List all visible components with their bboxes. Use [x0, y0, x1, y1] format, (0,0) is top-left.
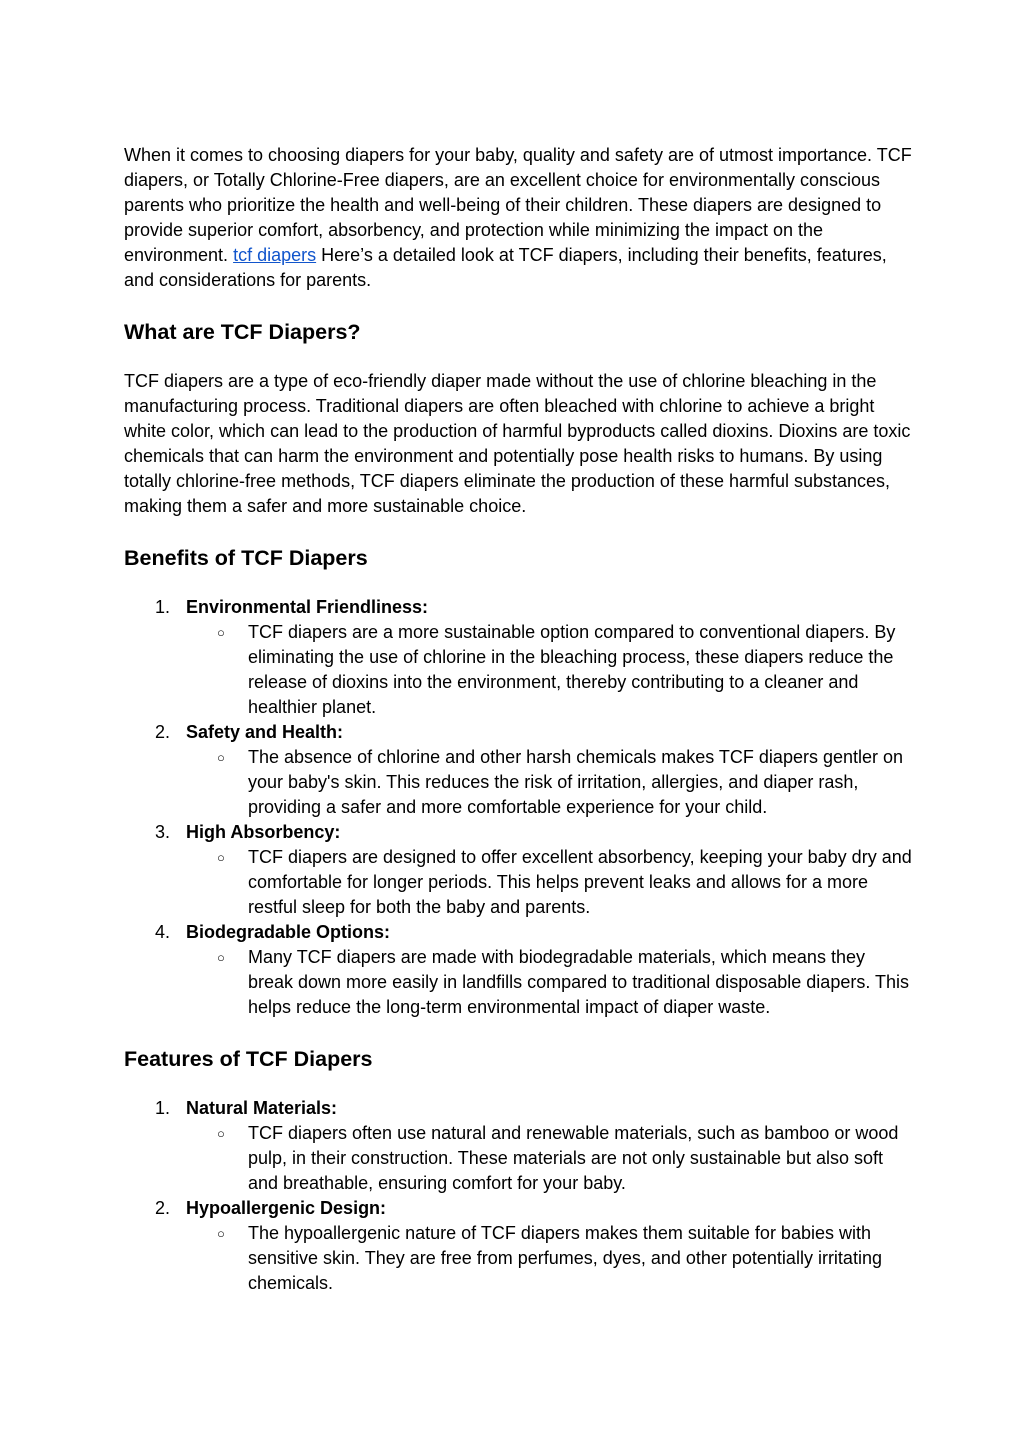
list-item-title: Hypoallergenic Design:	[186, 1198, 387, 1218]
sub-list-item	[186, 1121, 914, 1196]
circle-bullet-icon: ○	[217, 750, 225, 765]
list-item-title: Safety and Health:	[186, 722, 344, 742]
features-list	[124, 1096, 914, 1296]
sub-list-text: Many TCF diapers are made with biodegradable materials, which means they break down more easily in landfills compared to traditional disposable diapers. This helps reduce the long-term environmental impact of diaper waste.	[248, 947, 910, 1017]
sub-list-text: The absence of chlorine and other harsh chemicals makes TCF diapers gentler on your baby's skin. This reduces the risk of irritation, allergies, and diaper rash, providing a safer and more comfortable experience for your child.	[248, 747, 904, 817]
circle-bullet-icon: ○	[217, 625, 225, 640]
sub-list	[186, 745, 914, 820]
sub-list-item	[186, 745, 914, 820]
sub-list-item	[186, 620, 914, 720]
features-heading: Features of TCF Diapers	[124, 1047, 373, 1071]
benefits-list	[124, 595, 914, 1020]
what-paragraph: TCF diapers are a type of eco-friendly diaper made without the use of chlorine bleaching in the manufacturing process. Traditional diapers are often bleached with chlorine to achieve a bright white color, which can lead to the production of harmful byproducts called dioxins. Dioxins are toxic chemicals that can harm the environment and potentially pose health risks to humans. By using totally chlorine-free methods, TCF diapers eliminate the production of these harmful substances, making them a safer and more sustainable choice.	[124, 371, 911, 516]
list-item	[124, 595, 914, 720]
list-item-title: Environmental Friendliness:	[186, 597, 429, 617]
sub-list	[186, 845, 914, 920]
sub-list-item	[186, 845, 914, 920]
intro-text-continued: Here’s a detailed look at TCF diapers, including their benefits, features, and considerations for parents.	[124, 245, 887, 290]
list-item	[124, 820, 914, 920]
list-item	[124, 920, 914, 1020]
list-item-title: Natural Materials:	[186, 1098, 338, 1118]
sub-list	[186, 1121, 914, 1196]
sub-list	[186, 945, 914, 1020]
list-item	[124, 720, 914, 820]
sub-list-item	[186, 1221, 914, 1296]
circle-bullet-icon: ○	[217, 1126, 225, 1141]
list-number: 2.	[155, 1198, 171, 1218]
what-heading: What are TCF Diapers?	[124, 320, 361, 344]
list-item-title: Biodegradable Options:	[186, 922, 391, 942]
circle-bullet-icon: ○	[217, 1226, 225, 1241]
document-content	[124, 143, 914, 1296]
list-number: 3.	[155, 822, 171, 842]
circle-bullet-icon: ○	[217, 950, 225, 965]
list-item	[124, 1096, 914, 1196]
sub-list-text: TCF diapers are a more sustainable option compared to conventional diapers. By eliminating the use of chlorine in the bleaching process, these diapers reduce the release of dioxins into the environment, thereby contributing to a cleaner and healthier planet.	[248, 622, 896, 717]
list-number: 4.	[155, 922, 171, 942]
intro-text: When it comes to choosing diapers for your baby, quality and safety are of utmost importance. TCF diapers, or Totally Chlorine-Free diapers, are an excellent choice for environmentally conscious parents who prioritize the health and well-being of their children. These diapers are designed to provide superior comfort, absorbency, and protection while minimizing the impact on the environment.	[124, 145, 912, 265]
sub-list-text: The hypoallergenic nature of TCF diapers makes them suitable for babies with sensitive skin. They are free from perfumes, dyes, and other potentially irritating chemicals.	[248, 1223, 882, 1293]
intro-paragraph	[124, 143, 914, 293]
list-number: 1.	[155, 1098, 171, 1118]
sub-list-text: TCF diapers are designed to offer excellent absorbency, keeping your baby dry and comfortable for longer periods. This helps prevent leaks and allows for a more restful sleep for both the baby and parents.	[248, 847, 912, 917]
list-number: 2.	[155, 722, 171, 742]
tcf-diapers-link[interactable]: tcf diapers	[233, 245, 317, 265]
benefits-heading: Benefits of TCF Diapers	[124, 546, 368, 570]
sub-list	[186, 1221, 914, 1296]
circle-bullet-icon: ○	[217, 850, 225, 865]
sub-list-text: TCF diapers often use natural and renewable materials, such as bamboo or wood pulp, in their construction. These materials are not only sustainable but also soft and breathable, ensuring comfort for your baby.	[248, 1123, 899, 1193]
list-item-title: High Absorbency:	[186, 822, 341, 842]
list-number: 1.	[155, 597, 171, 617]
sub-list	[186, 620, 914, 720]
sub-list-item	[186, 945, 914, 1020]
list-item	[124, 1196, 914, 1296]
